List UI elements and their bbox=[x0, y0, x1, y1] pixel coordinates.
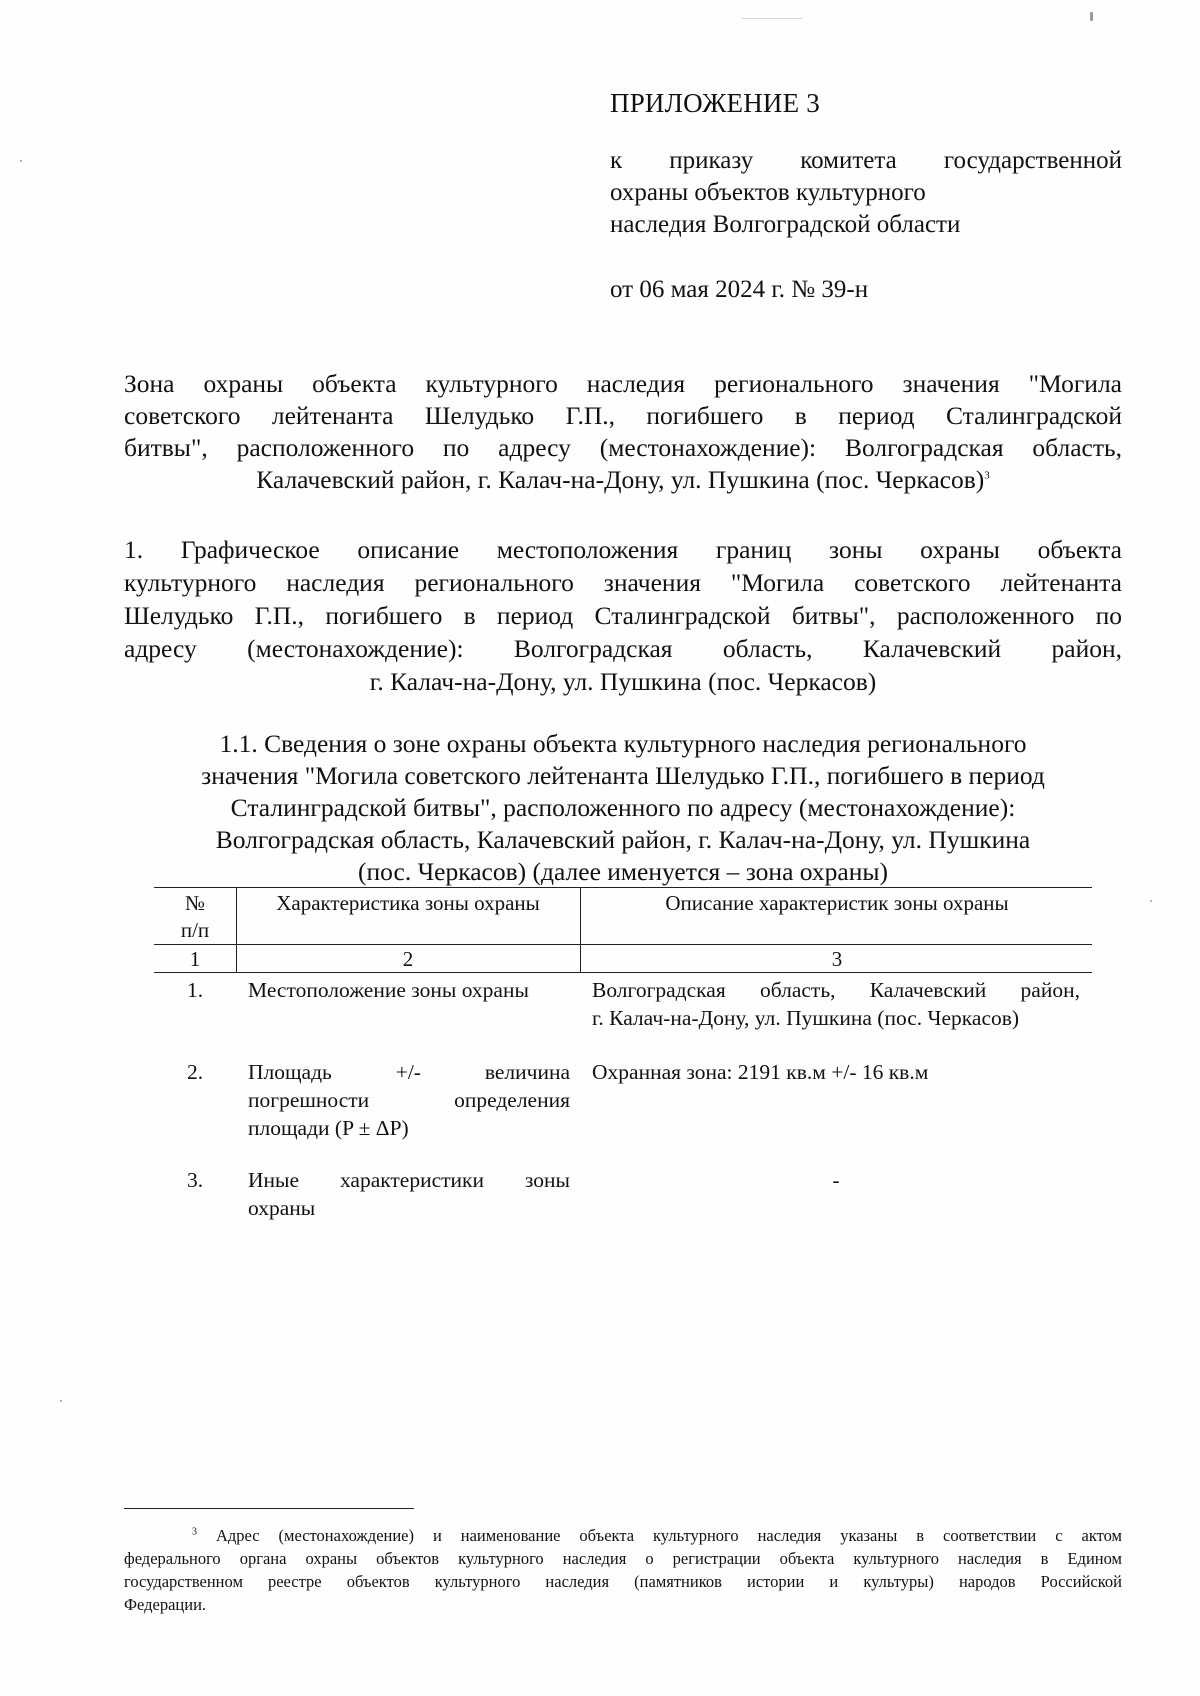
row-2-char-line-1: Площадь +/- величина bbox=[248, 1060, 570, 1084]
row-2-description bbox=[592, 1058, 1080, 1086]
zone-title-line-3: битвы", расположенного по адресу (местонахождение): Волгоградская область, bbox=[124, 433, 1122, 462]
row-1-char-line-1: Местоположение зоны охраны bbox=[248, 978, 529, 1002]
header-characteristic: Характеристика зоны охраны bbox=[276, 891, 540, 915]
appendix-line-1: к приказу комитета государственной bbox=[610, 147, 1122, 174]
row-3-description: - bbox=[832, 1168, 840, 1192]
header-num-abbr: п/п bbox=[180, 918, 210, 942]
appendix-title: ПРИЛОЖЕНИЕ 3 bbox=[610, 88, 820, 118]
row-1-num: 1. bbox=[186, 978, 204, 1002]
row-1-desc-line-1: Волгоградская область, Калачевский район, bbox=[592, 978, 1080, 1002]
section-1-line-5: г. Калач-на-Дону, ул. Пушкина (пос. Черкасов) bbox=[369, 667, 877, 696]
zone-title-line-4 bbox=[124, 464, 1122, 496]
section-1-line-3: Шелудько Г.П., погибшего в период Сталинградской битвы", расположенного по bbox=[124, 601, 1122, 630]
footnote-line-3: государственном реестре объектов культурного наследия (памятников истории и культуры) народов Российской bbox=[124, 1572, 1122, 1591]
section-1-line-2: культурного наследия регионального значения "Могила советского лейтенанта bbox=[124, 568, 1122, 597]
table-col-divider-1 bbox=[236, 887, 237, 972]
header-num-symbol: № bbox=[184, 891, 206, 915]
row-1-characteristic bbox=[248, 976, 570, 1004]
zone-title-line-2: советского лейтенанта Шелудько Г.П., погибшего в период Сталинградской bbox=[124, 401, 1122, 430]
table-top-border bbox=[154, 887, 1092, 888]
row-3-char-line-2: охраны bbox=[248, 1196, 316, 1220]
row-3-num: 3. bbox=[186, 1168, 204, 1192]
header-description: Описание характеристик зоны охраны bbox=[665, 891, 1009, 915]
scan-speck bbox=[742, 18, 802, 19]
row-2-desc-line-1: Охранная зона: 2191 кв.м +/- 16 кв.м bbox=[592, 1060, 929, 1084]
footnote bbox=[124, 1524, 1122, 1616]
scan-speck bbox=[20, 160, 22, 162]
appendix-line-3: наследия Волгоградской области bbox=[610, 211, 961, 238]
footnote-line-1-text: Адрес (местонахождение) и наименование объекта культурного наследия указаны в соответствии с актом bbox=[215, 1526, 1122, 1545]
row-2-num: 2. bbox=[186, 1060, 204, 1084]
footnote-line-2: федерального органа охраны объектов культурного наследия о регистрации объекта культурного наследия в Едином bbox=[124, 1549, 1122, 1568]
scan-speck bbox=[1150, 900, 1152, 902]
col-index-3: 3 bbox=[831, 947, 843, 971]
footnote-separator bbox=[124, 1508, 414, 1509]
row-3-characteristic bbox=[248, 1166, 570, 1222]
zone-title-line-4-text: Калачевский район, г. Калач-на-Дону, ул. Пушкина (пос. Черкасов) bbox=[256, 465, 985, 494]
section-1-1-line-1: 1.1. Сведения о зоне охраны объекта культурного наследия регионального bbox=[219, 729, 1027, 758]
table-header-border bbox=[154, 944, 1092, 945]
col-index-1: 1 bbox=[189, 947, 201, 971]
row-1-description bbox=[592, 976, 1080, 1032]
col-index-2: 2 bbox=[402, 947, 414, 971]
section-1-line-4: адресу (местонахождение): Волгоградская область, Калачевский район, bbox=[124, 634, 1122, 663]
appendix-line-2: охраны объектов культурного bbox=[610, 179, 926, 206]
footnote-reference[interactable]: 3 bbox=[984, 469, 990, 482]
section-1-1-line-3: Сталинградской битвы", расположенного по адресу (местонахождение): bbox=[230, 793, 1016, 822]
row-2-characteristic bbox=[248, 1058, 570, 1142]
zone-title-line-1: Зона охраны объекта культурного наследия регионального значения "Могила bbox=[124, 369, 1122, 398]
table-col-divider-2 bbox=[580, 887, 581, 972]
header-num-cell bbox=[156, 890, 234, 944]
row-2-char-line-3: площади (P ± ΔP) bbox=[248, 1116, 409, 1140]
section-1-line-1: 1. Графическое описание местоположения границ зоны охраны объекта bbox=[124, 535, 1122, 564]
section-1-1-heading bbox=[150, 728, 1096, 888]
appendix-date: от 06 мая 2024 г. № 39-н bbox=[610, 276, 869, 303]
zone-title bbox=[124, 368, 1122, 496]
section-1-1-line-5: (пос. Черкасов) (далее именуется – зона охраны) bbox=[358, 857, 888, 886]
footnote-line-4: Федерации. bbox=[124, 1595, 207, 1614]
appendix-reference bbox=[610, 145, 1122, 241]
footnote-line-1 bbox=[124, 1524, 1122, 1547]
row-1-desc-line-2: г. Калач-на-Дону, ул. Пушкина (пос. Черкасов) bbox=[592, 1006, 1020, 1030]
scan-speck bbox=[1090, 12, 1093, 21]
footnote-mark: 3 bbox=[192, 1526, 197, 1538]
section-1-1-line-2: значения "Могила советского лейтенанта Шелудько Г.П., погибшего в период bbox=[201, 761, 1045, 790]
section-1-heading bbox=[124, 533, 1122, 698]
section-1-1-line-4: Волгоградская область, Калачевский район, г. Калач-на-Дону, ул. Пушкина bbox=[215, 825, 1031, 854]
row-2-char-line-2: погрешности определения bbox=[248, 1088, 570, 1112]
scan-speck bbox=[60, 1400, 62, 1402]
row-3-char-line-1: Иные характеристики зоны bbox=[248, 1168, 570, 1192]
